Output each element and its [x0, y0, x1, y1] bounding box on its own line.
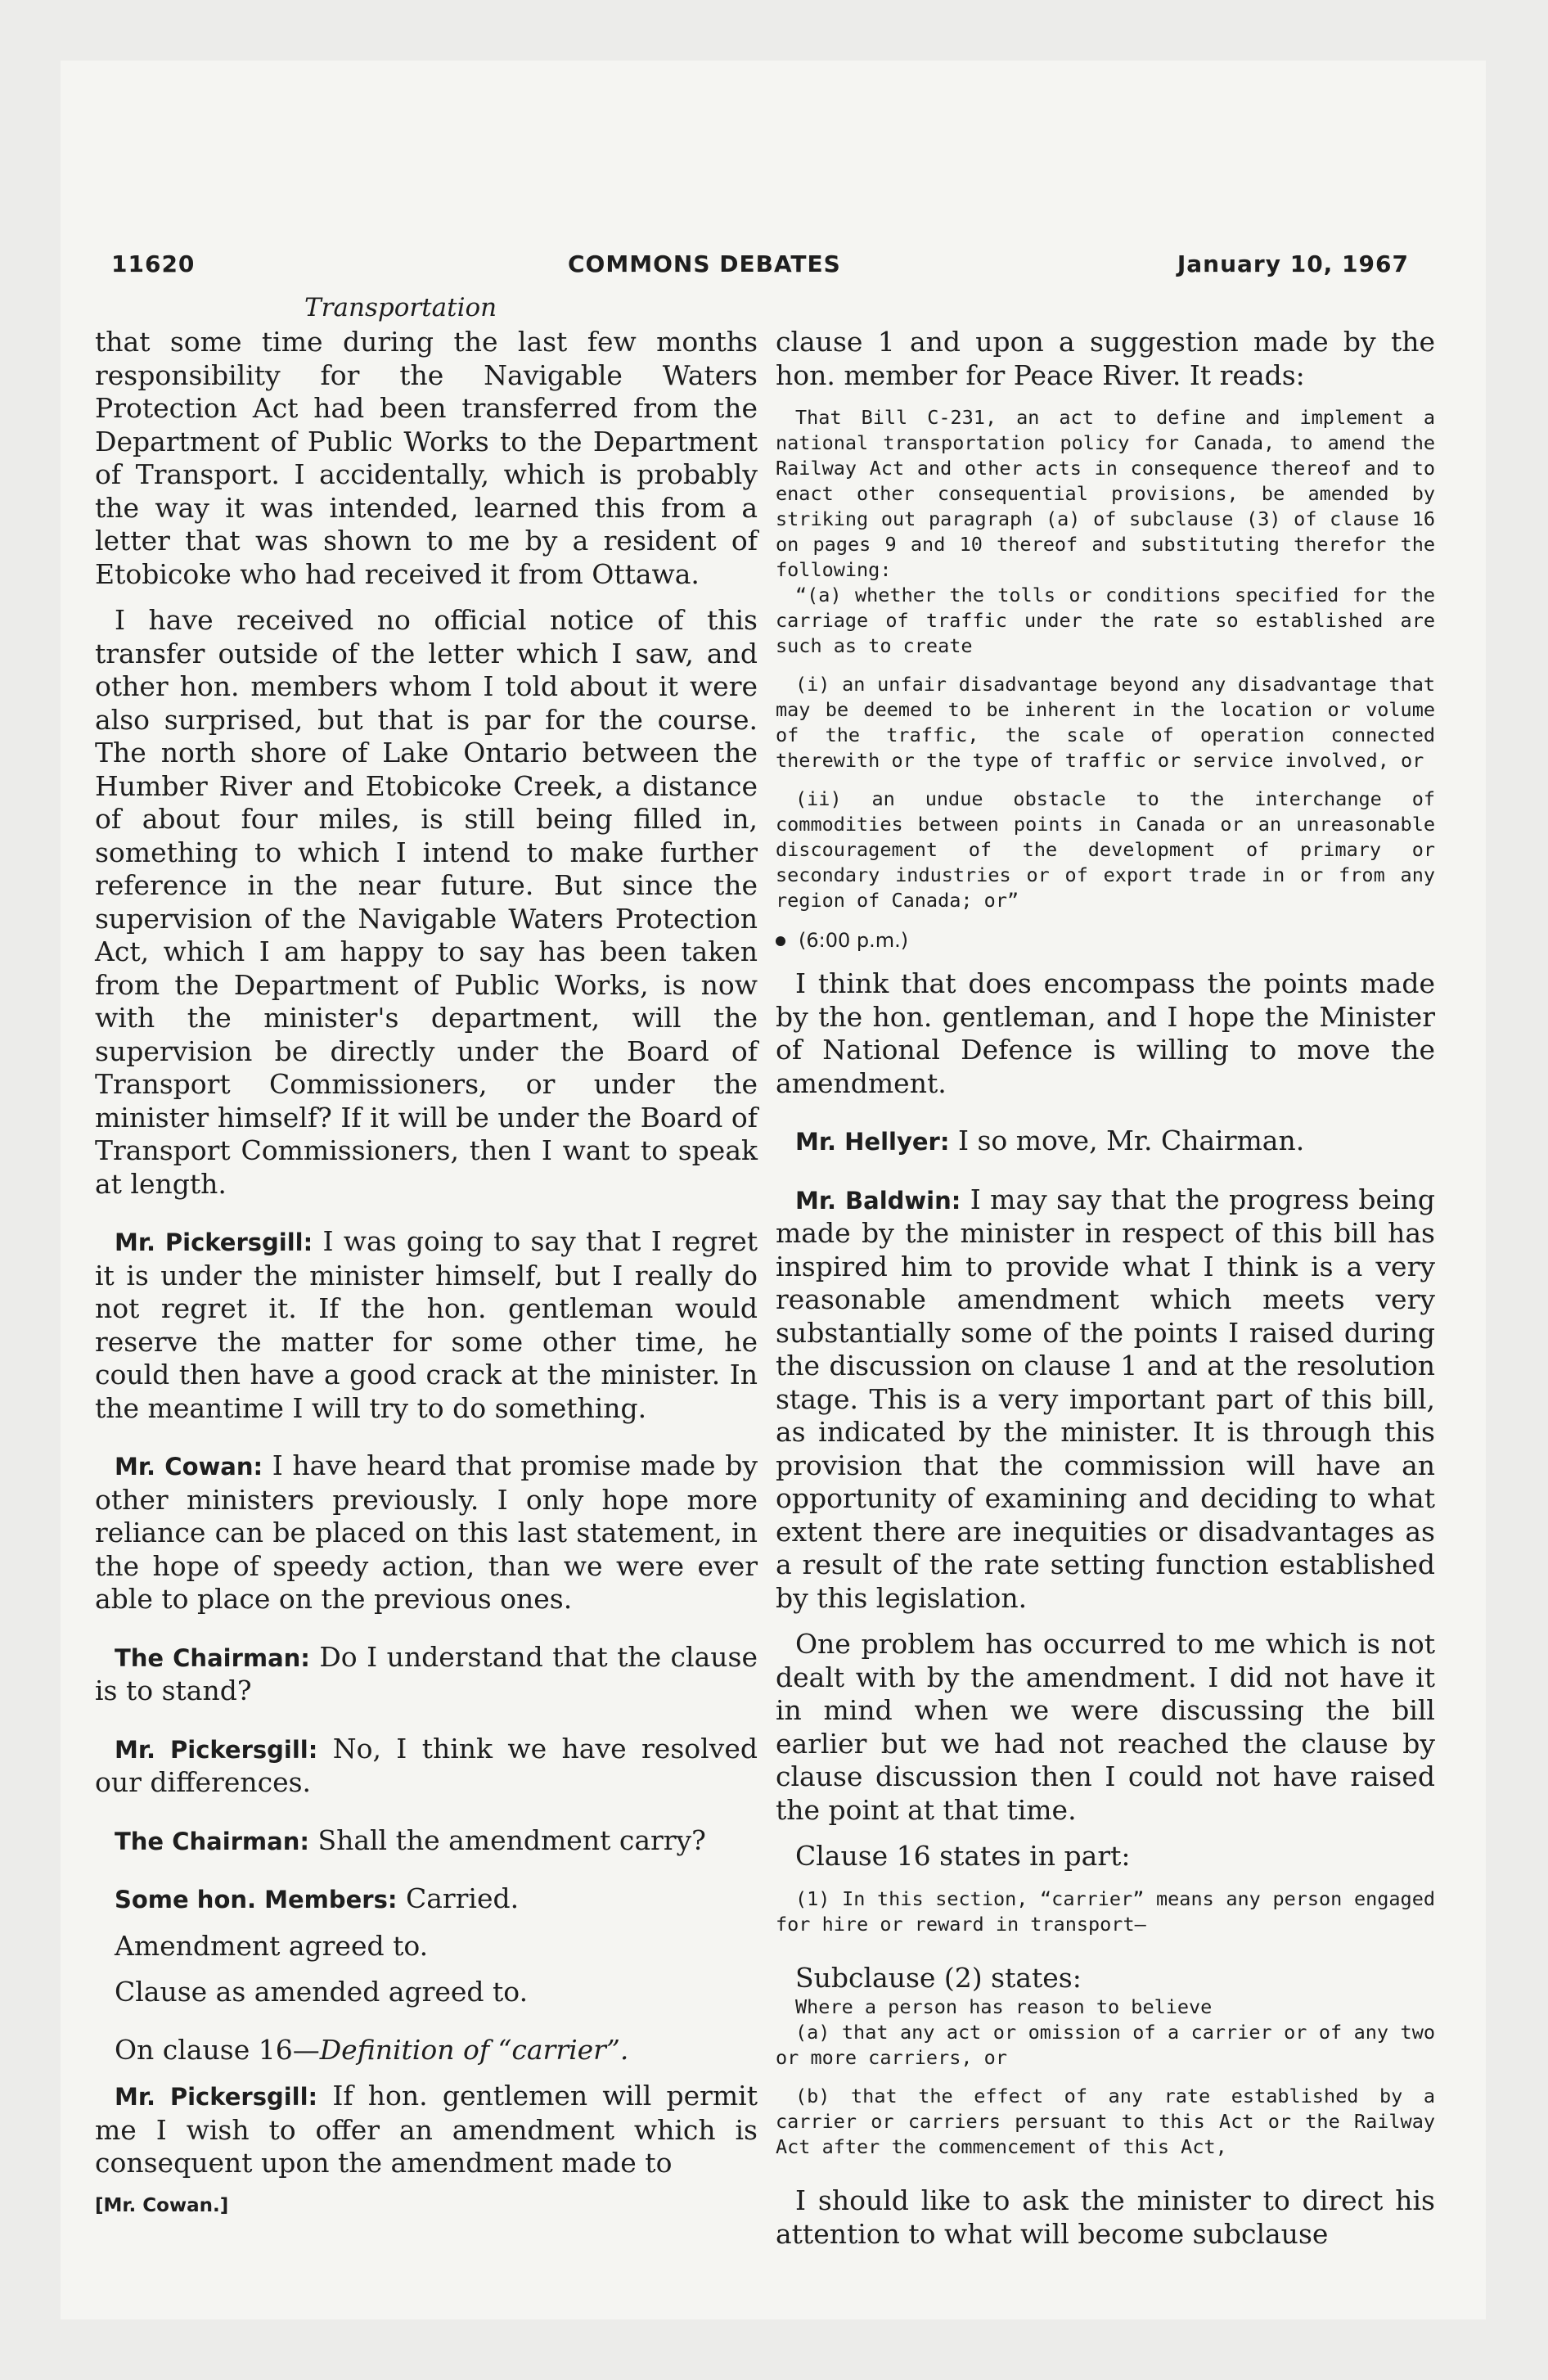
- speech: [95, 1449, 758, 1616]
- speaker-name: Mr. Baldwin:: [795, 1186, 961, 1215]
- speech-text: No, I think we have resolved our differences.: [95, 1732, 758, 1798]
- speech-text: I may say that the progress being made by the minister in respect of this bill has inspired him to provide what I think is a very reasonable amendment which meets very substantially some of the points I raised during the discussion on clause 1 and at the resolution stage. This is a very important part of this bill, as indicated by the minister. It is through this provision that the commission will have an opportunity of examining and deciding to what extent there are inequities or disadvantages as a result of the rate setting function established by this legislation.: [776, 1183, 1435, 1614]
- procedural-line: Clause as amended agreed to.: [115, 1976, 529, 2008]
- speaker-name: Some hon. Members:: [115, 1886, 398, 1913]
- quoted-text: (a) that any act or omission of a carrier or of any two or more carriers, or: [776, 2021, 1435, 2069]
- speech-text: I have heard that promise made by other ministers previously. I only hope more reliance can be placed on this last statement, in the hope of speedy action, than we were ever able to place on the previous ones.: [95, 1449, 758, 1615]
- quoted-text: “(a) whether the tolls or conditions specified for the carriage of traffic under the rate so established are such as to create: [776, 584, 1435, 657]
- speech-text: Do I understand that the clause is to stand?: [95, 1640, 758, 1706]
- quoted-text: (ii) an undue obstacle to the interchange of commodities between points in Canada or an unreasonable discouragement of the development of primary or secondary industries or of export trade in or from any region of Canada; or”: [776, 787, 1435, 912]
- paragraph: clause 1 and upon a suggestion made by the hon. member for Peace River. It reads:: [776, 326, 1435, 391]
- document-page: [61, 61, 1486, 2319]
- clause-title: Definition of “carrier”.: [319, 2033, 629, 2066]
- right-column: [776, 326, 1435, 2251]
- speech-text: I so move, Mr. Chairman.: [957, 1125, 1305, 1156]
- paragraph: Clause 16 states in part:: [795, 1840, 1131, 1872]
- speech: [95, 2080, 758, 2180]
- speaker-name: The Chairman:: [115, 1827, 309, 1855]
- time-text: (6:00 p.m.): [799, 929, 909, 952]
- left-column: [95, 326, 758, 2218]
- speaker-name: The Chairman:: [115, 1643, 310, 1672]
- speech: [95, 1641, 758, 1708]
- quoted-text: (b) that the effect of any rate established by a carrier or carriers persuant to this Act or the Railway Act after the commencement of this Act,: [776, 2085, 1435, 2158]
- quoted-text: That Bill C-231, an act to define and implement a national transportation policy for Canada, to amend the Railway Act and other acts in consequence thereof and to enact other consequential provisions, be amended by striking out paragraph (a) of subclause (3) of clause 16 on pages 9 and 10 thereof and substituting therefor the following:: [776, 406, 1435, 581]
- quoted-text: Where a person has reason to believe: [795, 1995, 1213, 2018]
- paragraph: I think that does encompass the points made by the hon. gentleman, and I hope the Minister of National Defence is willing to move the amendment.: [776, 967, 1435, 1099]
- quoted-text: (1) In this section, “carrier” means any person engaged for hire or reward in transport—: [776, 1886, 1435, 1936]
- clause-heading: [95, 2034, 758, 2067]
- speech-text: If hon. gentlemen will permit me I wish to offer an amendment which is consequent upon the amendment made to: [95, 2080, 758, 2179]
- speech: [776, 1183, 1435, 1616]
- speaker-name: Mr. Hellyer:: [795, 1128, 950, 1156]
- section-heading: Transportation: [304, 293, 497, 322]
- speech: [95, 1824, 758, 1859]
- speaker-name: Mr. Pickersgill:: [115, 2083, 318, 2111]
- bullet-icon: [776, 936, 785, 946]
- speech-text: Shall the amendment carry?: [317, 1823, 706, 1856]
- speech: [95, 1882, 758, 1917]
- paragraph: that some time during the last few months responsibility for the Navigable Waters Protection Act had been transferred from the Department of Public Works to the Department of Transport. I accidentally, which is probably the way it was intended, learned this from a letter that was shown to me by a resident of Etobicoke who had received it from Ottawa.: [95, 326, 758, 590]
- page-number: 11620: [111, 250, 196, 277]
- speaker-name: Mr. Cowan:: [115, 1453, 263, 1481]
- speech-text: I was going to say that I regret it is under the minister himself, but I really do not regret it. If the hon. gentleman would reserve the matter for some other time, he could then have a good crack at the minister. In the meantime I will try to do something.: [95, 1225, 758, 1424]
- speaker-name: Mr. Pickersgill:: [115, 1228, 313, 1256]
- paragraph: I have received no official notice of this transfer outside of the letter which I saw, and other hon. members whom I told about it were also surprised, but that is par for the course. The north shore of Lake Ontario between the Humber River and Etobicoke Creek, a distance of about four miles, is still being filled in, something to which I intend to make further reference in the near future. But since the supervision of the Navigable Waters Protection Act, which I am happy to say has been taken from the Department of Public Works, is now with the minister's department, will the supervision be directly under the Board of Transport Commissioners, or under the minister himself? If it will be under the Board of Transport Commissioners, then I want to speak at length.: [95, 604, 758, 1200]
- clause-prefix: On clause 16—: [115, 2033, 320, 2066]
- procedural-line: Amendment agreed to.: [115, 1929, 429, 1962]
- speech: [95, 1225, 758, 1425]
- speaker-name: Mr. Pickersgill:: [115, 1735, 318, 1764]
- speech-text: Carried.: [405, 1882, 520, 1914]
- time-marker: [776, 926, 1435, 954]
- publication-date: January 10, 1967: [1177, 250, 1409, 277]
- publication-title: COMMONS DEBATES: [568, 250, 841, 277]
- paragraph: I should like to ask the minister to direct his attention to what will become subclause: [776, 2184, 1435, 2250]
- quoted-text: (i) an unfair disadvantage beyond any disadvantage that may be deemed to be inherent in the location or volume of the traffic, the scale of operation connected therewith or the type of traffic or service involved, or: [776, 673, 1435, 772]
- attribution: [Mr. Cowan.]: [95, 2194, 229, 2216]
- paragraph: Subclause (2) states:: [795, 1961, 1082, 1994]
- speech: [776, 1125, 1435, 1159]
- speech: [95, 1733, 758, 1800]
- paragraph: One problem has occurred to me which is not dealt with by the amendment. I did not have it in mind when we were discussing the bill earlier but we had not reached the clause by clause discussion then I could not have raised the point at that time.: [776, 1628, 1435, 1826]
